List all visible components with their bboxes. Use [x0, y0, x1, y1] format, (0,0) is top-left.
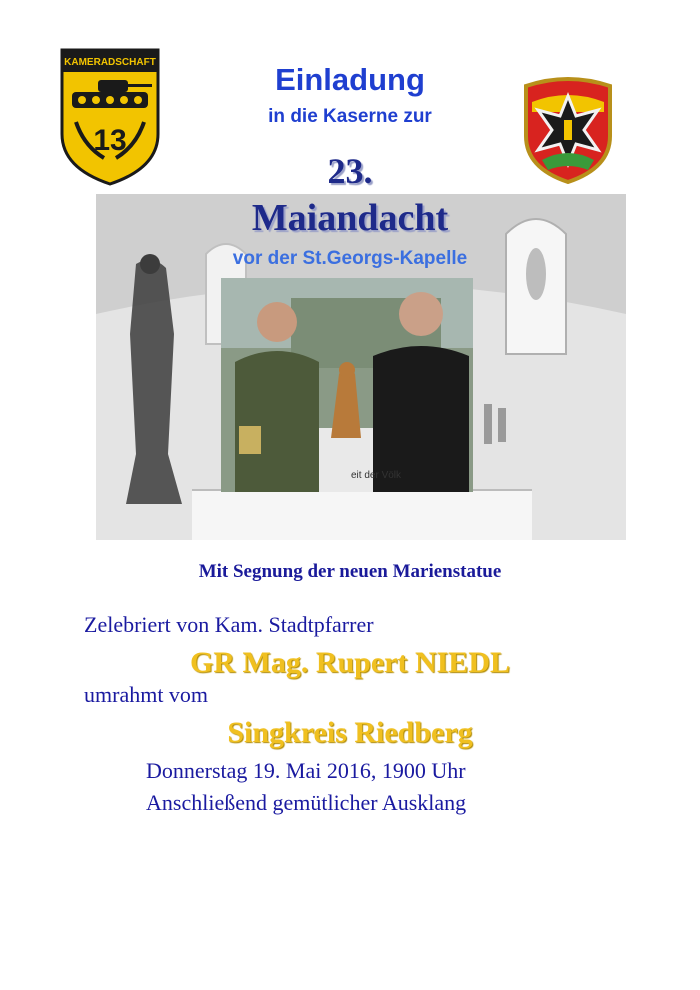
celebrated-by-line: Zelebriert von Kam. Stadtpfarrer [84, 612, 374, 637]
event-title: Maiandacht [251, 197, 449, 239]
invitation-subtitle: in die Kaserne zur [268, 106, 432, 127]
priest-name: GR Mag. Rupert NIEDL [190, 646, 510, 679]
logo-number-13: 13 [93, 124, 127, 157]
event-location: vor der St.Georgs-Kapelle [232, 248, 468, 269]
two-men-with-statue-image [221, 278, 473, 492]
event-number: 23. [327, 151, 373, 191]
invitation-title: Einladung [275, 62, 425, 97]
choir-name: Singkreis Riedberg [227, 716, 473, 749]
event-date-time: Donnerstag 19. Mai 2016, 1900 Uhr [146, 758, 466, 783]
framed-by-line: umrahmt vom [84, 682, 209, 707]
photo-banner-text: eit der Völk [351, 470, 402, 481]
blessing-line: Mit Segnung der neuen Marienstatue [198, 561, 502, 582]
logo-text-kameradschaft: KAMERADSCHAFT [64, 57, 156, 68]
closing-line: Anschließend gemütlicher Ausklang [146, 790, 467, 815]
statue-handover-photo [221, 278, 473, 492]
